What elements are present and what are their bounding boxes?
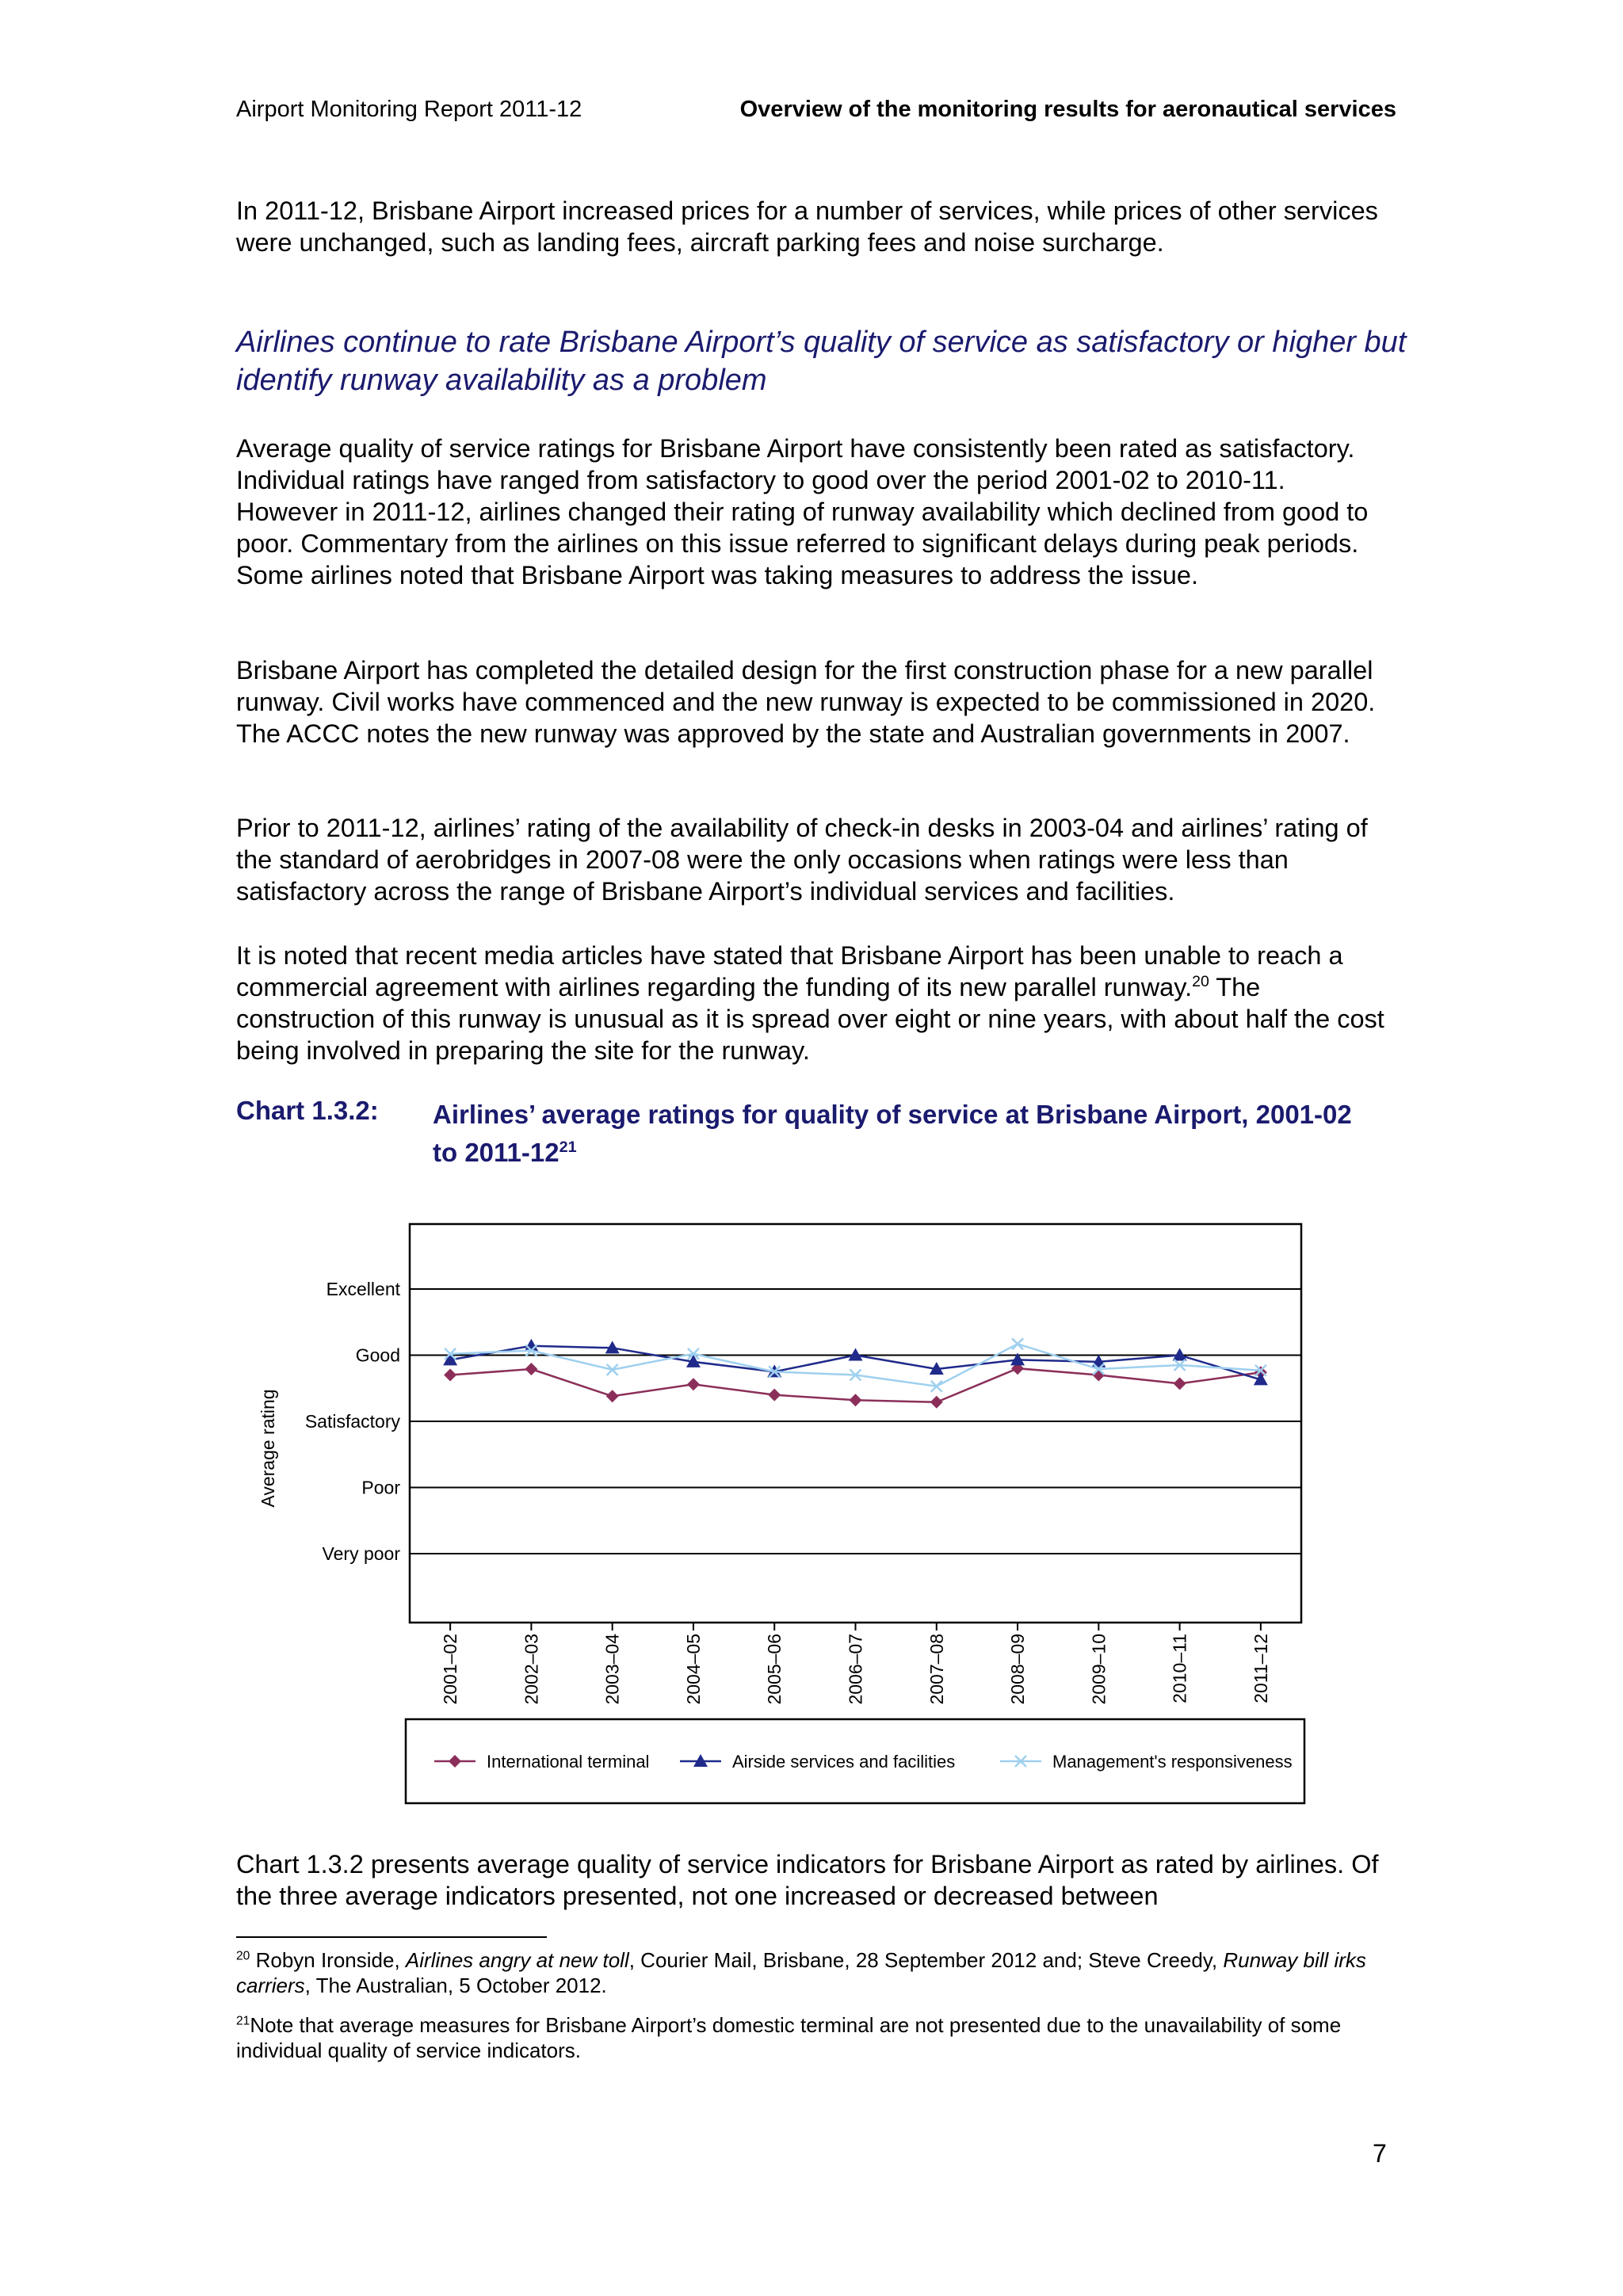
footnote-article-title: Runway bill irks carriers [236,1948,1366,1997]
footnote-20 [236,1947,1393,1998]
data-point [687,1378,700,1390]
y-tick-label: Good [355,1344,400,1366]
y-tick-label: Very poor [322,1543,400,1564]
y-axis-label: Average rating [258,1389,278,1508]
x-tick-label: 2007–08 [926,1634,947,1705]
footnote-text: , The Australian, 5 October 2012. [304,1974,607,1997]
data-point [768,1389,781,1402]
paragraph-text-continued: The construction of this runway is unusual as it is spread over eight or nine years, with about half the cost being involved in preparing the site for the runway. [236,973,1384,1065]
x-tick-label: 2009–10 [1088,1634,1109,1705]
data-point [1174,1377,1186,1390]
footnote-number-21: 21 [236,2014,250,2028]
x-tick-label: 2011–12 [1250,1634,1271,1703]
legend-label: International terminal [487,1752,650,1772]
legend-label: Airside services and facilities [732,1752,956,1772]
x-tick-label: 2003–04 [601,1634,623,1705]
footnote-21 [236,2012,1393,2063]
footnote-number-20: 20 [236,1949,250,1963]
running-header-left: Airport Monitoring Report 2011-12 [236,97,582,122]
y-tick-label: Excellent [326,1279,400,1299]
running-header-right: Overview of the monitoring results for aeronautical services [739,97,1396,122]
section-heading: Airlines continue to rate Brisbane Airport’s quality of service as satisfactory or higher but identify runway availability as a problem [236,326,1407,397]
chart-title-text: Airlines’ average ratings for quality of service at Brisbane Airport, 2001-02 to 2011-12 [433,1100,1352,1167]
legend-marker [449,1755,461,1768]
data-point [1012,1338,1023,1349]
x-tick-label: 2002–03 [521,1634,542,1705]
paragraph-after-chart: Chart 1.3.2 presents average quality of service indicators for Brisbane Airport as rated by airlines. Of the three average indicators presented, not one increased or decreased between [236,1850,1379,1910]
page-number: 7 [1373,2139,1387,2168]
chart-label: Chart 1.3.2: [236,1096,379,1125]
data-point [850,1394,862,1406]
y-tick-label: Satisfactory [304,1411,400,1432]
x-tick-label: 2005–06 [764,1634,785,1705]
plot-area [410,1224,1301,1623]
x-tick-label: 2004–05 [682,1634,704,1705]
data-point [606,1390,619,1402]
y-tick-label: Poor [361,1477,400,1498]
data-point [930,1396,943,1409]
legend-label: Management's responsiveness [1052,1752,1293,1772]
footnote-text: , Courier Mail, Brisbane, 28 September 2012 and; Steve Creedy, [628,1948,1224,1972]
footnote-ref-20[interactable]: 20 [1192,973,1209,991]
footnote-ref-21[interactable]: 21 [559,1138,577,1156]
x-tick-label: 2006–07 [845,1634,866,1705]
body-paragraph-2: Brisbane Airport has completed the detailed design for the first construction phase for a new parallel runway. Civil works have commenced and the new runway is expected to be commissioned in 2020. The ACCC notes the new runway was approved by the state and Australian governments in 2007. [236,656,1376,748]
data-point [444,1369,456,1382]
footnote-text: Robyn Ironside, [250,1948,406,1972]
x-tick-label: 2010–11 [1169,1634,1190,1703]
x-tick-label: 2008–09 [1007,1634,1029,1705]
footnote-divider [236,1936,547,1938]
x-tick-label: 2001–02 [440,1634,461,1705]
footnote-text: Note that average measures for Brisbane Airport’s domestic terminal are not presented due to the unavailability of some individual quality of service indicators. [236,2013,1342,2062]
footnote-article-title: Airlines angry at new toll [405,1948,629,1972]
data-point [1092,1369,1105,1382]
data-point [525,1363,537,1375]
intro-paragraph: In 2011-12, Brisbane Airport increased prices for a number of services, while prices of other services were unchanged, such as landing fees, aircraft parking fees and noise surcharge. [236,196,1378,257]
body-paragraph-1: Average quality of service ratings for Brisbane Airport have consistently been rated as satisfactory. Individual ratings have ranged from satisfactory to good over the period 2001-02 to 2010-11. However in 2011-12, airlines changed their rating of runway availability which declined from good to poor. Commentary from the airlines on this issue referred to significant delays during peak periods. Some airlines noted that Brisbane Airport was taking measures to address the issue. [236,434,1369,589]
body-paragraph-3: Prior to 2011-12, airlines’ rating of the availability of check-in desks in 2003-04 and airlines’ rating of the standard of aerobridges in 2007-08 were the only occasions when ratings were less than satisfactory across the range of Brisbane Airport’s individual services and facilities. [236,814,1368,906]
paragraph-text: It is noted that recent media articles have stated that Brisbane Airport has been unable to reach a commercial agreement with airlines regarding the funding of its new parallel runway. [236,941,1343,1001]
